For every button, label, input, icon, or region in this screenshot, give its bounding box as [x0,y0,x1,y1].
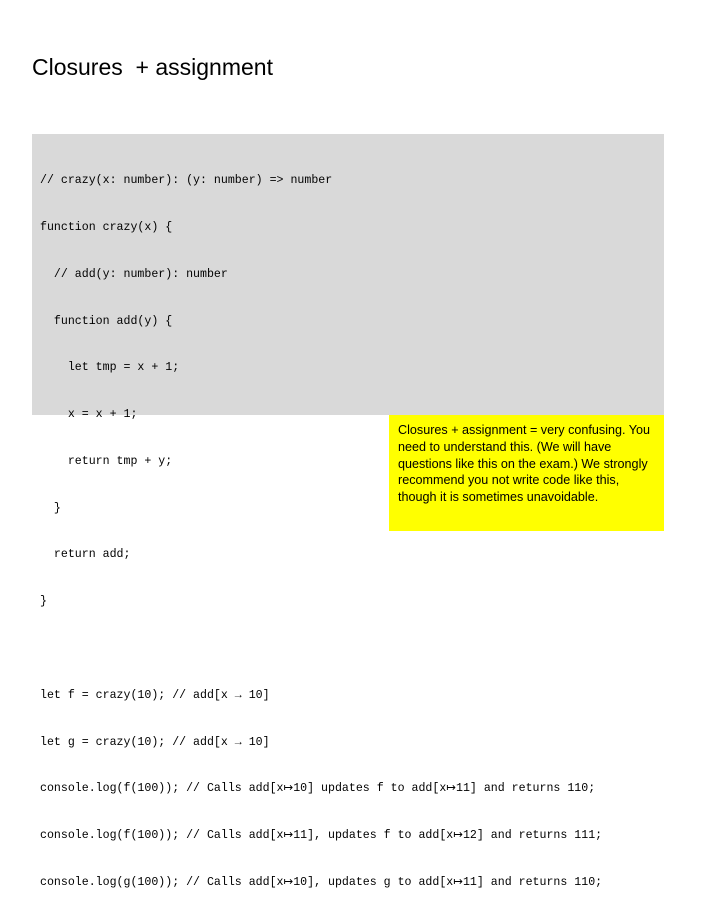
code-line: console.log(f(100)); // Calls add[x↦10] updates f to add[x↦11] and returns 110; [40,782,596,796]
code-line: } [40,501,61,515]
code-line: console.log(f(100)); // Calls add[x↦11], updates f to add[x↦12] and returns 111; [40,829,603,843]
code-line: return add; [40,548,131,562]
code-line: let g = crazy(10); // add[x → 10] [40,735,270,749]
code-line: return tmp + y; [40,454,173,468]
code-line: // add(y: number): number [40,267,228,281]
code-line: // crazy(x: number): (y: number) => number [40,174,333,188]
code-usage [40,657,664,922]
code-line: x = x + 1; [40,408,138,422]
slide-title: Closures + assignment [32,54,273,80]
code-spacer [40,641,664,657]
code-line: function add(y) { [40,314,173,328]
code-line: console.log(g(100)); // Calls add[x↦10], updates g to add[x↦11] and returns 110; [40,875,603,889]
code-line: function crazy(x) { [40,220,173,234]
code-definition [40,142,664,641]
note-callout: Closures + assignment = very confusing. You need to understand this. (We will have questions like this on the exam.) We strongly recommend you not write code like this, though it is sometimes unavoidable. [389,415,664,531]
code-line: } [40,595,47,609]
code-line: let tmp = x + 1; [40,361,180,375]
code-line: let f = crazy(10); // add[x → 10] [40,688,270,702]
